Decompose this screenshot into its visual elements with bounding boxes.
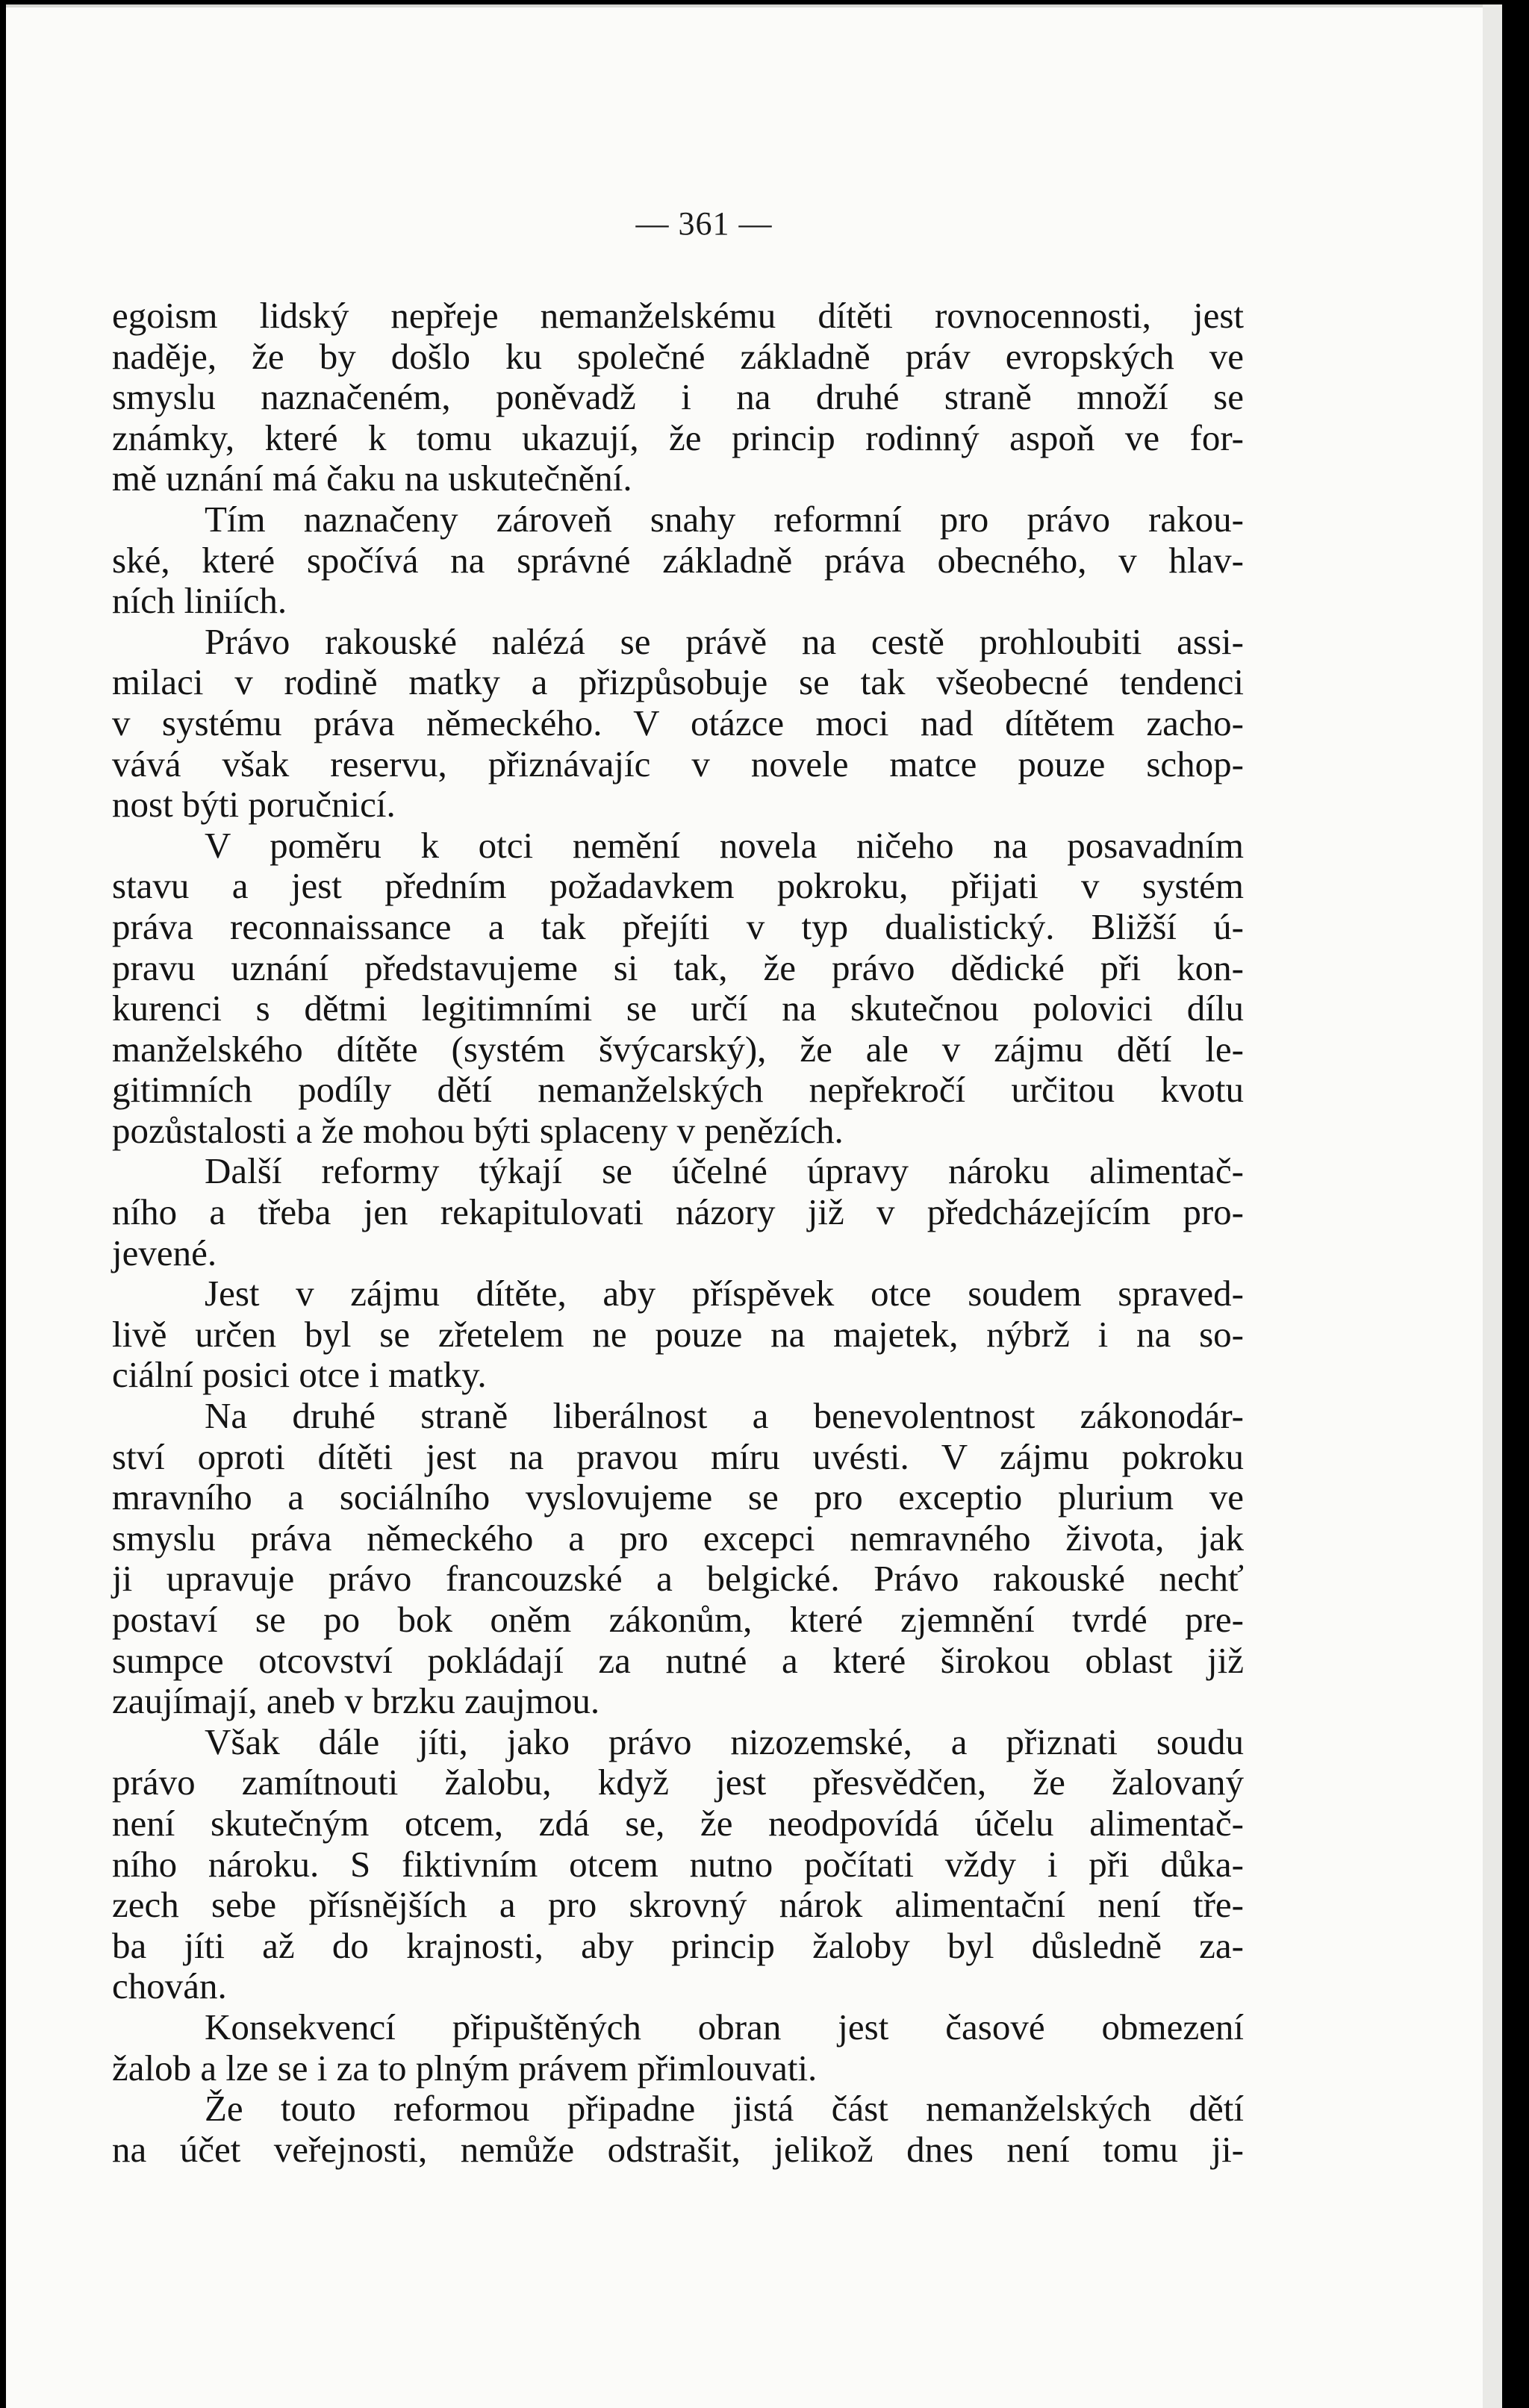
text-line: nost býti poručnicí. (112, 784, 396, 826)
text-line: ské, které spočívá na správné základně práva obecného, v hlav- (112, 539, 1244, 581)
text-line: smyslu naznačeném, poněvadž i na druhé straně množí se (112, 376, 1244, 418)
text-line: žalob a lze se i za to plným právem přimlouvati. (112, 2047, 818, 2089)
text-line: Na druhé straně liberálnost a benevolentnost zákonodár- (205, 1395, 1244, 1437)
text-line: Právo rakouské nalézá se právě na cestě prohloubiti assi- (205, 620, 1244, 662)
text-line: Že touto reformou připadne jistá část nemanželských dětí (205, 2088, 1244, 2130)
text-line: Konsekvencí připuštěných obran jest časové obmezení (205, 2006, 1244, 2047)
text-line: stavu a jest předním požadavkem pokroku, přijati v systém (112, 865, 1244, 907)
book-page (6, 4, 1502, 2408)
text-line: v systému práva německého. V otázce moci nad dítětem zacho- (112, 702, 1244, 743)
text-line: jevené. (112, 1232, 217, 1273)
page-number: — 361 — (635, 205, 773, 242)
body-text (112, 296, 1244, 2170)
text-line: zaujímají, aneb v brzku zaujmou. (112, 1680, 600, 1722)
text-line: Jest v zájmu dítěte, aby příspěvek otce soudem spraved- (205, 1273, 1244, 1314)
text-line: manželského dítěte (systém švýcarský), že ale v zájmu dětí le- (112, 1028, 1244, 1070)
text-line: egoism lidský nepřeje nemanželskému dítěti rovnocennosti, jest (112, 295, 1244, 336)
text-line: smyslu práva německého a pro excepci nemravného života, jak (112, 1517, 1244, 1559)
text-line: pozůstalosti a že mohou býti splaceny v penězích. (112, 1109, 844, 1151)
text-line: sumpce otcovství pokládají za nutné a které širokou oblast již (112, 1639, 1244, 1681)
text-line: právo zamítnouti žalobu, když jest přesvědčen, že žalovaný (112, 1762, 1244, 1803)
text-line: na účet veřejnosti, nemůže odstrašit, jelikož dnes není tomu ji- (112, 2128, 1244, 2170)
text-line: V poměru k otci nemění novela ničeho na posavadním (205, 824, 1244, 866)
text-line: postaví se po bok oněm zákonům, které zjemnění tvrdé pre- (112, 1599, 1244, 1640)
text-line: ji upravuje právo francouzské a belgické. Právo rakouské nechť (112, 1558, 1244, 1600)
text-line: ního nároku. S fiktivním otcem nutno počítati vždy i při důka- (112, 1843, 1244, 1885)
text-line: gitimních podíly dětí nemanželských nepřekročí určitou kvotu (112, 1069, 1244, 1111)
text-line: mě uznání má čaku na uskutečnění. (112, 458, 632, 499)
text-line: Však dále jíti, jako právo nizozemské, a přiznati soudu (205, 1721, 1244, 1762)
text-line: práva reconnaissance a tak přejíti v typ dualistický. Bližší ú- (112, 905, 1244, 947)
text-line: milaci v rodině matky a přizpůsobuje se tak všeobecné tendenci (112, 661, 1244, 703)
text-line: livě určen byl se zřetelem ne pouze na majetek, nýbrž i na so- (112, 1313, 1244, 1355)
text-line: vává však reservu, přiznávajíc v novele matce pouze schop- (112, 743, 1244, 785)
text-line: ba jíti až do krajnosti, aby princip žaloby byl důsledně za- (112, 1924, 1244, 1966)
text-line: Další reformy týkají se účelné úpravy nároku alimentač- (205, 1150, 1244, 1192)
page-top-edge (6, 4, 1502, 7)
page-right-edge (1483, 4, 1502, 2408)
text-line: kurenci s dětmi legitimními se určí na skutečnou polovici dílu (112, 988, 1244, 1029)
text-line: zech sebe přísnějších a pro skrovný nárok alimentační není tře- (112, 1884, 1244, 1926)
text-line: není skutečným otcem, zdá se, že neodpovídá účelu alimentač- (112, 1802, 1244, 1844)
text-line: naděje, že by došlo ku společné základně práv evropských ve (112, 335, 1244, 377)
text-line: ství oproti dítěti jest na pravou míru uvésti. V zájmu pokroku (112, 1435, 1244, 1477)
text-line: známky, které k tomu ukazují, že princip rodinný aspoň ve for- (112, 417, 1244, 458)
text-line: chován. (112, 1965, 227, 2007)
text-line: mravního a sociálního vyslovujeme se pro exceptio plurium ve (112, 1476, 1244, 1518)
text-line: ciální posici otce i matky. (112, 1354, 487, 1396)
text-line: ních liniích. (112, 580, 287, 622)
text-line: Tím naznačeny zároveň snahy reformní pro právo rakou- (205, 498, 1244, 540)
text-line: ního a třeba jen rekapitulovati názory již v předcházejícím pro- (112, 1191, 1244, 1233)
text-line: pravu uznání představujeme si tak, že právo dědické při kon- (112, 946, 1244, 988)
